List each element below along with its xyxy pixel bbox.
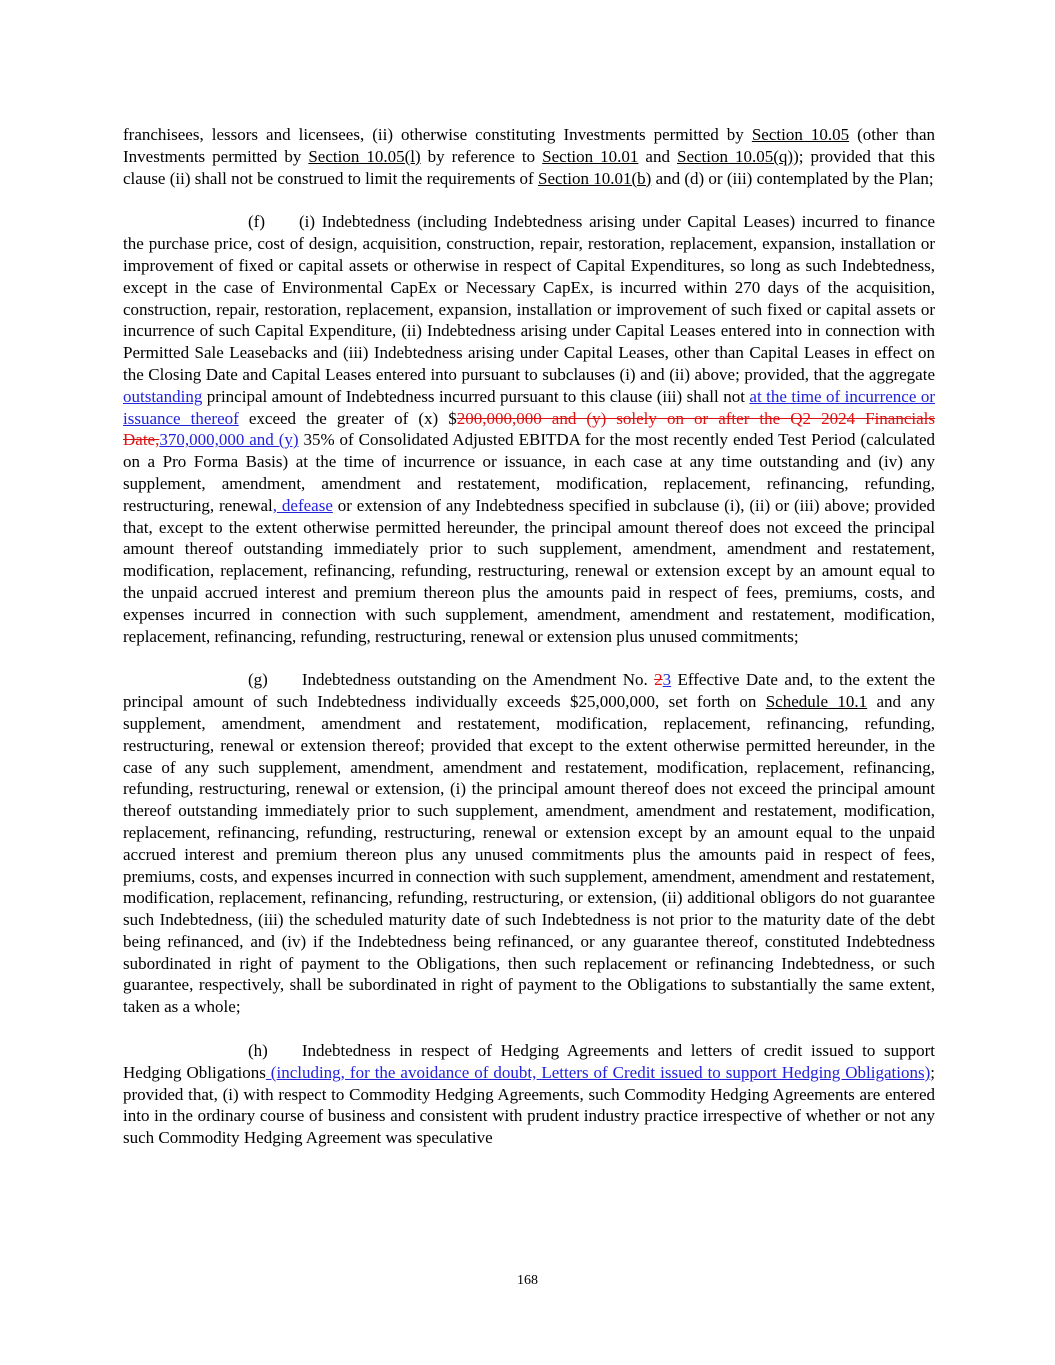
text-run: (i) Indebtedness (including Indebtedness arising under Capital Leases) incurred to finance the purchase price, cost of design, acquisition, construction, repair, restoration, replacement, expansion, installation or improvement of fixed or capital assets or otherwise in respect of Capital Expenditures, so long as such Indebtedness, except in the case of Environmental CapEx or Necessary CapEx, is incurred within 270 days of the acquisition, construction, repair, restoration, replacement, expansion, installation or improvement of such fixed or capital assets or incurrence of such Capital Expenditure, (ii) Indebtedness arising under Capital Leases entered into in connection with Permitted Sale Leasebacks and (iii) Indebtedness arising under Capital Leases, other than Capital Leases in effect on the Closing Date and Capital Leases entered into pursuant to subclauses (i) and (ii) above; provided, that the aggregate: [123, 212, 935, 384]
text-run: franchisees, lessors and licensees, (ii) otherwise constituting Investments permitted by: [123, 125, 752, 144]
paragraph-clause-f: [123, 211, 935, 647]
text-run: Effective Date and, to the extent the principal amount of such Indebtedness individually exceeds $25,000,000, set forth on: [123, 670, 935, 712]
paragraph-clause-g: [123, 669, 935, 1018]
underlined-reference: Section 10.05: [751, 125, 850, 144]
text-run: by reference to: [420, 146, 543, 166]
inserted-text: , defease: [272, 495, 333, 515]
text-run: and any supplement, amendment, amendment and restatement, modification, replacement, refinancing, refunding, restructuring, renewal or extension thereof; provided that except to the extent otherwise permitted hereunder, in the case of any such supplement, amendment, amendment and restatement, modification, replacement, refinancing, refunding, restructuring, renewal or extension, (i) the principal amount thereof does not exceed the principal amount thereof outstanding immediately prior to such supplement, amendment, amendment and restatement, modification, replacement, refinancing, refunding, restructuring, renewal or extension except by an amount equal to the unpaid accrued interest and premium thereon plus any unused commitments plus the amounts paid in respect of fees, premiums, costs, and expenses incurred in connection with such supplement, amendment, amendment and restatement, modification, replacement, refinancing, refunding, restructuring, or extension, (ii) additional obligors do not guarantee such Indebtedness, (iii) the scheduled maturity date of such Indebtedness is not prior to the maturity date of the debt being refinanced, and (iv) if the Indebtedness being refinanced, or any guarantee thereof, constituted Indebtedness subordinated in right of payment to the Obligations, then such replacement or refinancing Indebtedness, or such guarantee, respectively, shall be subordinated in right of payment to the Obligations to substantially the same extent, taken as a whole;: [123, 692, 935, 1017]
paragraph-clause-h: [123, 1040, 935, 1149]
text-run: and (d) or (iii) contemplated by the Plan;: [651, 168, 934, 188]
inserted-text: 3: [662, 670, 672, 690]
underlined-reference: Section 10.01: [542, 146, 639, 166]
text-run: or extension of any Indebtedness specified in subclause (i), (ii) or (iii) above; provided that, except to the extent otherwise permitted hereunder, the principal amount thereof does not exceed the principal amount thereof outstanding immediately prior to such supplement, amendment, amendment and restatement, modification, replacement, refinancing, refunding, restructuring, renewal or extension except by an amount equal to the unpaid accrued interest and premium thereon plus the amounts paid in respect of fees, premiums, costs, and expenses incurred in connection with such supplement, amendment, amendment and restatement, modification, replacement, refinancing, refunding, restructuring, renewal or extension plus unused commitments;: [123, 495, 935, 646]
inserted-text: at the time of incurrence or issuance thereof: [123, 386, 935, 428]
underlined-reference: Schedule 10.1: [765, 692, 868, 712]
inserted-text: (including, for the avoidance of doubt, Letters of Credit issued to support Hedging Obligations): [265, 1062, 931, 1082]
text-run: Indebtedness in respect of Hedging Agreements and letters of credit issued to support Hedging Obligations: [123, 1041, 935, 1082]
underlined-reference: Section 10.01(b): [537, 168, 652, 188]
page-number: 168: [517, 1273, 538, 1288]
text-run: 35% of Consolidated Adjusted EBITDA for the most recently ended Test Period (calculated on a Pro Forma Basis) at the time of incurrence or issuance, in each case at any time outstanding and (iv) any supplement, amendment, amendment and restatement, modification, replacement, refinancing, refunding, restructuring, renewal: [123, 430, 935, 515]
clause-label: (f): [248, 212, 265, 232]
underlined-reference: Section 10.05(q): [677, 146, 794, 166]
inserted-text: outstanding: [123, 386, 203, 406]
clause-label: (g): [248, 670, 268, 690]
deleted-text: 200,000,000 and (y) solely on or after the Q2 2024 Financials Date,: [123, 408, 935, 450]
text-run: and: [638, 146, 677, 166]
paragraph-continuation: [123, 124, 935, 189]
text-run: ); provided that this clause (ii) shall not be construed to limit the requirements of: [123, 146, 935, 188]
text-run: exceed the greater of (x) $: [238, 408, 457, 428]
inserted-text: 370,000,000 and (y): [159, 430, 299, 450]
text-run: Indebtedness outstanding on the Amendment No.: [301, 670, 655, 690]
text-run: principal amount of Indebtedness incurred pursuant to this clause (iii) shall not: [202, 386, 750, 406]
page-body-text: [123, 124, 935, 1149]
deleted-text: 2: [654, 670, 663, 690]
clause-label: (h): [248, 1041, 268, 1061]
text-run: ; provided that, (i) with respect to Commodity Hedging Agreements, such Commodity Hedging Agreements are entered into in the ordinary course of business and consistent with prudent industry practice irrespective of whether or not any such Commodity Hedging Agreement was speculative: [123, 1062, 935, 1148]
underlined-reference: Section 10.05(l): [308, 146, 421, 166]
text-run: (other than Investments permitted by: [123, 125, 936, 166]
